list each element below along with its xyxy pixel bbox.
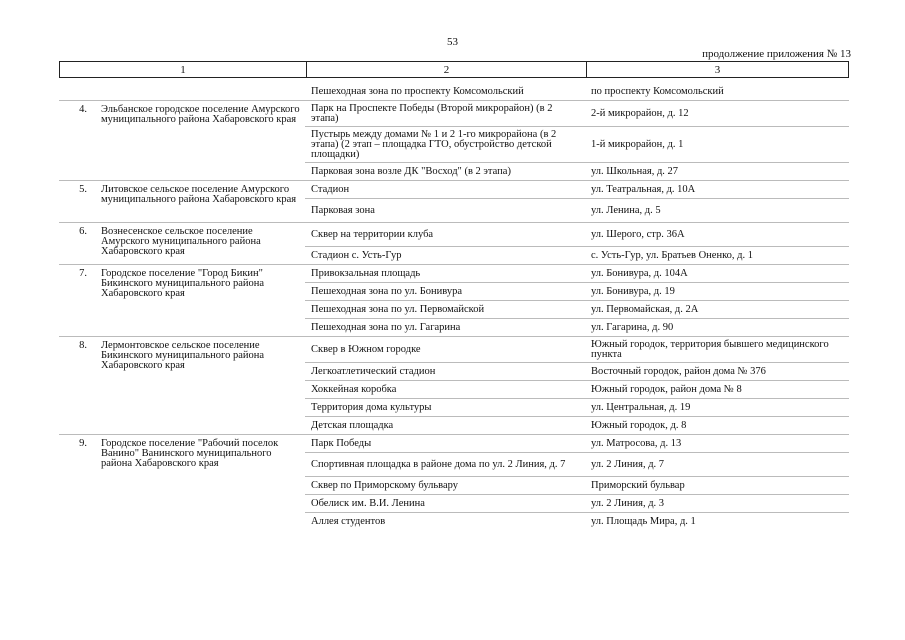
territory-rows bbox=[305, 265, 849, 336]
settlement-name: Эльбанское городское поселение Амурского муниципального района Хабаровского края bbox=[101, 104, 300, 125]
table-row bbox=[305, 265, 849, 283]
territory-name: Стадион bbox=[311, 184, 350, 195]
territory-name: Аллея студентов bbox=[311, 516, 386, 527]
territory-name: Привокзальная площадь bbox=[311, 268, 421, 279]
table-row bbox=[305, 319, 849, 336]
settlement-group bbox=[59, 435, 849, 530]
territory-address: по проспекту Комсомольский bbox=[591, 86, 724, 97]
table-row bbox=[305, 283, 849, 301]
territory-address: Приморский бульвар bbox=[591, 480, 685, 491]
territory-name: Парковая зона bbox=[311, 205, 375, 216]
table-row bbox=[305, 127, 849, 163]
territory-address: ул. 2 Линия, д. 3 bbox=[591, 498, 665, 509]
settlement-name: Вознесенское сельское поселение Амурского муниципального района Хабаровского края bbox=[101, 226, 261, 257]
territory-name: Легкоатлетический стадион bbox=[311, 366, 436, 377]
territory-address: Южный городок, д. 8 bbox=[591, 420, 687, 431]
territory-address: ул. Шерого, стр. 36А bbox=[591, 229, 685, 240]
table-row bbox=[305, 301, 849, 319]
territory-name: Парк Победы bbox=[311, 438, 372, 449]
territory-address: ул. Центральная, д. 19 bbox=[591, 402, 691, 413]
territory-rows bbox=[305, 337, 849, 434]
territory-name: Сквер в Южном городке bbox=[311, 344, 421, 355]
territory-address: 1-й микрорайон, д. 1 bbox=[591, 139, 684, 150]
settlement-number: 6. bbox=[79, 226, 87, 237]
settlement-name: Городское поселение "Город Бикин" Бикинского муниципального района Хабаровского края bbox=[101, 268, 265, 299]
territory-address: Южный городок, территория бывшего медицинского пункта bbox=[591, 339, 829, 360]
table-row bbox=[305, 223, 849, 247]
territory-rows bbox=[305, 101, 849, 180]
territory-address: ул. Ленина, д. 5 bbox=[591, 205, 661, 216]
territory-address: ул. Бонивура, д. 19 bbox=[591, 286, 675, 297]
settlement-number: 7. bbox=[79, 268, 87, 279]
settlement-group bbox=[59, 337, 849, 435]
territory-name: Хоккейная коробка bbox=[311, 384, 397, 395]
territory-name: Детская площадка bbox=[311, 420, 394, 431]
territory-address: ул. Театральная, д. 10А bbox=[591, 184, 696, 195]
territory-address: ул. Матросова, д. 13 bbox=[591, 438, 682, 449]
table-body bbox=[59, 83, 849, 530]
header-col-1: 1 bbox=[180, 63, 186, 76]
continuation-note: продолжение приложения № 13 bbox=[702, 48, 851, 60]
territory-address: ул. Бонивура, д. 104А bbox=[591, 268, 688, 279]
territory-address: 2-й микрорайон, д. 12 bbox=[591, 108, 689, 119]
table-row bbox=[305, 399, 849, 417]
territory-name: Парковая зона возле ДК "Восход" (в 2 этапа) bbox=[311, 166, 511, 177]
settlement-name bbox=[101, 83, 305, 100]
settlement-number: 5. bbox=[79, 184, 87, 195]
settlement-group bbox=[59, 101, 849, 181]
territory-address: Восточный городок, район дома № 376 bbox=[591, 366, 766, 377]
territory-name: Спортивная площадка в районе дома по ул. 2 Линия, д. 7 bbox=[311, 459, 566, 470]
table-header bbox=[59, 61, 849, 78]
settlement-number bbox=[59, 83, 101, 100]
table-row bbox=[305, 417, 849, 434]
table-row bbox=[305, 101, 849, 127]
territory-name: Пешеходная зона по проспекту Комсомольский bbox=[311, 86, 524, 97]
territory-address: ул. Гагарина, д. 90 bbox=[591, 322, 674, 333]
settlement-number: 9. bbox=[79, 438, 87, 449]
settlement-group bbox=[59, 265, 849, 337]
territory-address: ул. Школьная, д. 27 bbox=[591, 166, 679, 177]
territory-rows bbox=[305, 223, 849, 264]
territory-address: с. Усть-Гур, ул. Братьев Оненко, д. 1 bbox=[591, 250, 753, 261]
territory-rows bbox=[305, 181, 849, 222]
territory-address: ул. 2 Линия, д. 7 bbox=[591, 459, 665, 470]
settlement-name: Литовское сельское поселение Амурского муниципального района Хабаровского края bbox=[101, 184, 297, 205]
territory-name: Сквер по Приморскому бульвару bbox=[311, 480, 459, 491]
territory-address: ул. Первомайская, д. 2А bbox=[591, 304, 699, 315]
territory-name: Пешеходная зона по ул. Первомайской bbox=[311, 304, 485, 315]
table-row bbox=[305, 181, 849, 199]
table-row bbox=[305, 337, 849, 363]
territory-rows bbox=[305, 435, 849, 530]
territory-address: Южный городок, район дома № 8 bbox=[591, 384, 742, 395]
settlement-name: Лермонтовское сельское поселение Бикинского муниципального района Хабаровского края bbox=[101, 340, 265, 371]
territory-name: Сквер на территории клуба bbox=[311, 229, 434, 240]
table-row bbox=[305, 495, 849, 513]
territory-name: Пешеходная зона по ул. Гагарина bbox=[311, 322, 461, 333]
settlement-number: 8. bbox=[79, 340, 87, 351]
table-row bbox=[305, 477, 849, 495]
table-row bbox=[305, 199, 849, 222]
table-row bbox=[305, 453, 849, 477]
settlement-name: Городское поселение "Рабочий поселок Ванино" Ванинского муниципального района Хабаровского края bbox=[101, 438, 279, 469]
table-row bbox=[305, 163, 849, 180]
header-col-3: 3 bbox=[586, 62, 848, 77]
table-row bbox=[305, 247, 849, 264]
table-row bbox=[305, 83, 849, 100]
settlement-number: 4. bbox=[79, 104, 87, 115]
header-col-2: 2 bbox=[306, 62, 586, 77]
table-row bbox=[305, 363, 849, 381]
territory-name: Парк на Проспекте Победы (Второй микрорайон) (в 2 этапа) bbox=[311, 103, 553, 124]
territory-name: Пустырь между домами № 1 и 2 1-го микрорайона (в 2 этапа) (2 этап – площадка ГТО, обустройство детской площадки) bbox=[311, 129, 557, 160]
table-row bbox=[305, 513, 849, 530]
table-row bbox=[305, 381, 849, 399]
territory-address: ул. Площадь Мира, д. 1 bbox=[591, 516, 696, 527]
settlement-group bbox=[59, 83, 849, 101]
settlement-group bbox=[59, 223, 849, 265]
page-number: 53 bbox=[447, 36, 458, 48]
territory-name: Обелиск им. В.И. Ленина bbox=[311, 498, 425, 509]
territory-name: Территория дома культуры bbox=[311, 402, 432, 413]
territory-name: Стадион с. Усть-Гур bbox=[311, 250, 402, 261]
territory-name: Пешеходная зона по ул. Бонивура bbox=[311, 286, 463, 297]
settlement-group bbox=[59, 181, 849, 223]
table-row bbox=[305, 435, 849, 453]
territory-rows bbox=[305, 83, 849, 100]
